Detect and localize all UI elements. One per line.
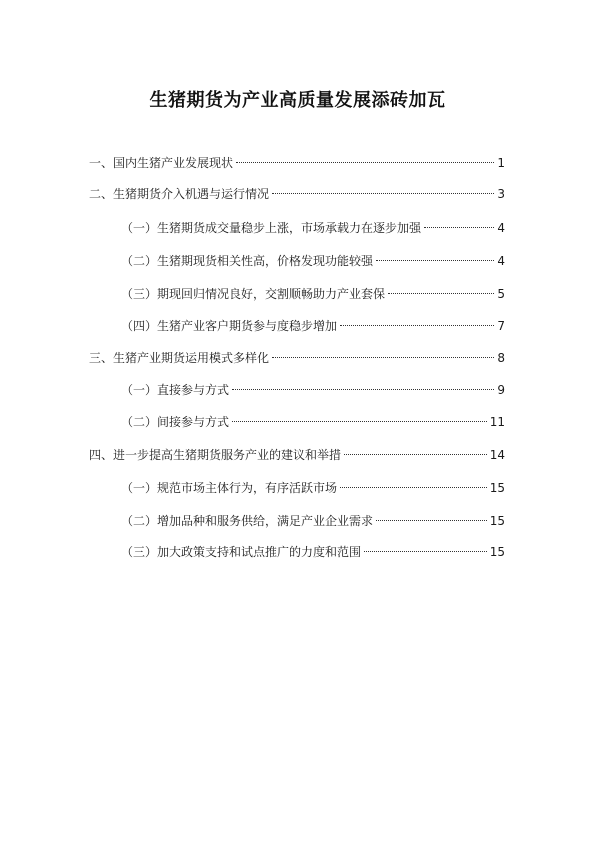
toc-entry-text: 四、进一步提高生猪期货服务产业的建议和举措 (89, 448, 342, 462)
toc-entry[interactable] (89, 153, 505, 173)
toc-entry-text: 一、国内生猪产业发展现状 (89, 156, 234, 170)
toc-entry[interactable] (121, 511, 505, 531)
toc-dot-leader (364, 551, 487, 552)
toc-entry[interactable] (121, 284, 505, 304)
toc-entry-text: 三、生猪产业期货运用模式多样化 (89, 351, 270, 365)
toc-page-number: 15 (489, 545, 505, 559)
toc-page-number: 15 (489, 481, 505, 495)
toc-dot-leader (232, 421, 487, 422)
toc-page-number: 3 (497, 187, 505, 201)
toc-dot-leader (340, 325, 494, 326)
toc-entry[interactable] (89, 184, 505, 204)
toc-entry-text: 二、生猪期货介入机遇与运行情况 (89, 187, 270, 201)
toc-page-number: 4 (497, 221, 505, 235)
toc-entry[interactable] (121, 380, 505, 400)
toc-page-number: 14 (489, 448, 505, 462)
toc-entry[interactable] (121, 412, 505, 432)
toc-entry-text: （二）生猪期现货相关性高，价格发现功能较强 (121, 254, 374, 268)
toc-entry-text: （一）规范市场主体行为，有序活跃市场 (121, 481, 338, 495)
toc-dot-leader (232, 389, 494, 390)
toc-dot-leader (236, 162, 494, 163)
toc-entry-text: （四）生猪产业客户期货参与度稳步增加 (121, 319, 338, 333)
toc-entry[interactable] (121, 542, 505, 562)
toc-entry[interactable] (121, 218, 505, 238)
toc-dot-leader (272, 193, 494, 194)
toc-page-number: 15 (489, 514, 505, 528)
toc-dot-leader (340, 487, 487, 488)
toc-entry-text: （二）间接参与方式 (121, 415, 230, 429)
toc-entry[interactable] (121, 251, 505, 271)
toc-dot-leader (272, 357, 494, 358)
toc-page-number: 5 (497, 287, 505, 301)
toc-entry-text: （三）期现回归情况良好，交割顺畅助力产业套保 (121, 287, 386, 301)
toc-dot-leader (424, 227, 494, 228)
toc-dot-leader (388, 293, 494, 294)
toc-entry[interactable] (89, 348, 505, 368)
toc-page-number: 7 (497, 319, 505, 333)
toc-page-number: 11 (489, 415, 505, 429)
toc-entry[interactable] (89, 445, 505, 465)
toc-entry[interactable] (121, 316, 505, 336)
toc-page-number: 9 (497, 383, 505, 397)
toc-dot-leader (376, 260, 494, 261)
toc-entry-text: （一）生猪期货成交量稳步上涨，市场承载力在逐步加强 (121, 221, 422, 235)
toc-page-number: 4 (497, 254, 505, 268)
toc-entry[interactable] (121, 478, 505, 498)
toc-entry-text: （三）加大政策支持和试点推广的力度和范围 (121, 545, 362, 559)
toc-dot-leader (376, 520, 487, 521)
document-title: 生猪期货为产业高质量发展添砖加瓦 (149, 90, 446, 111)
toc-page-number: 1 (497, 156, 505, 170)
toc-entry-text: （一）直接参与方式 (121, 383, 230, 397)
toc-entry-text: （二）增加品种和服务供给，满足产业企业需求 (121, 514, 374, 528)
toc-page-number: 8 (497, 351, 505, 365)
toc-dot-leader (344, 454, 487, 455)
